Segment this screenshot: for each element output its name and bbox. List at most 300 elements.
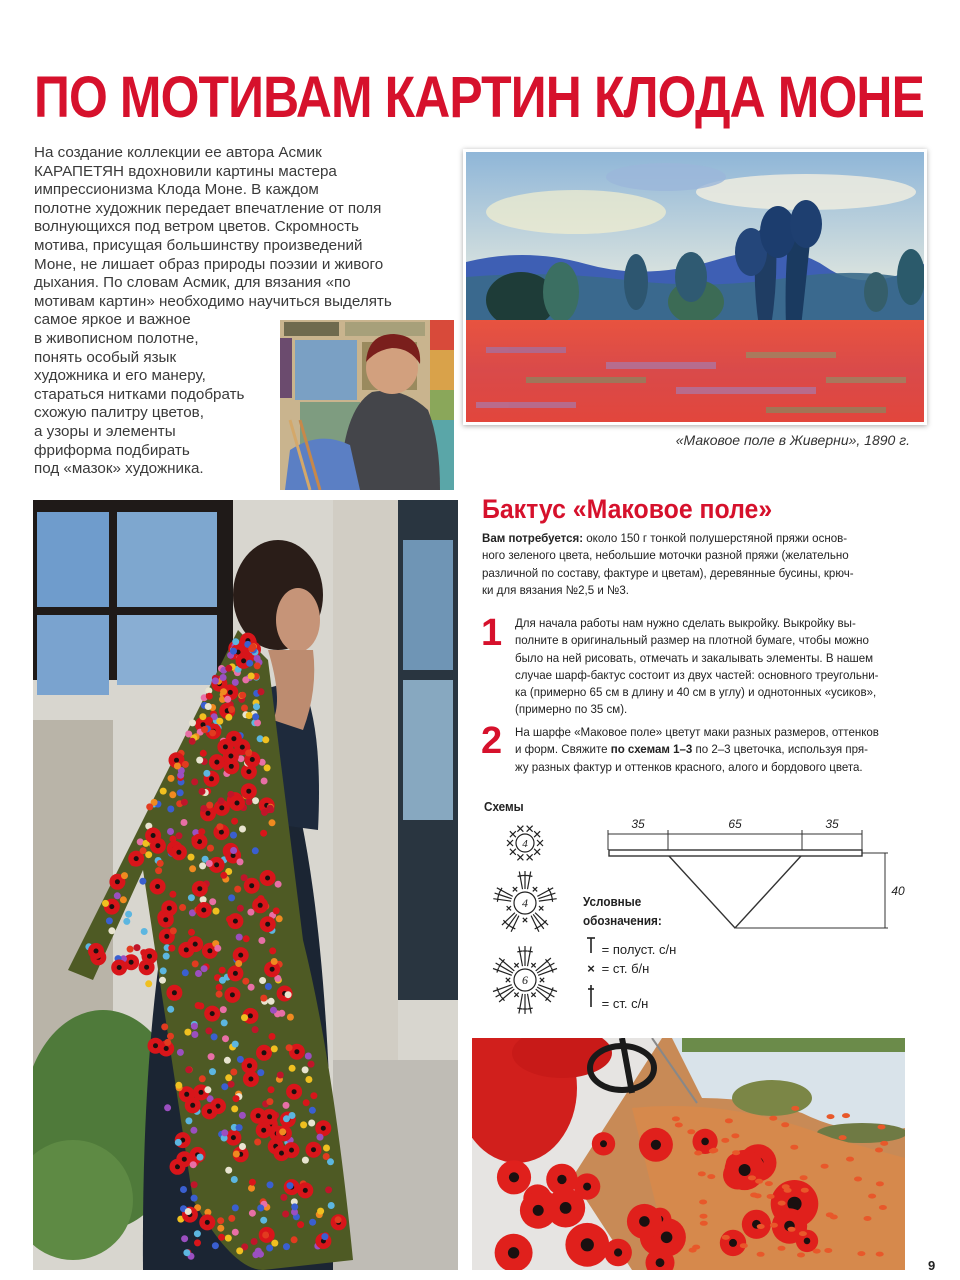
crochet-flower <box>266 1245 273 1252</box>
single-crochet-mark <box>510 849 516 855</box>
dimension-label: 40 <box>891 884 905 898</box>
crochet-flower <box>241 874 248 881</box>
crochet-flower <box>114 892 121 899</box>
shawl-triangle <box>669 856 801 928</box>
crochet-flower <box>169 791 176 798</box>
crochet-flower <box>125 911 132 918</box>
flower-center <box>231 736 236 741</box>
crochet-flower <box>262 736 269 743</box>
double-crochet-stitch <box>519 872 522 890</box>
crochet-flower <box>259 977 266 984</box>
crochet-flower <box>185 1066 192 1073</box>
crochet-flower <box>188 894 195 901</box>
crochet-flower <box>168 945 175 952</box>
crochet-flower <box>265 983 272 990</box>
crochet-flower <box>175 1082 182 1089</box>
painted-poppy <box>830 1215 838 1220</box>
crochet-flower <box>248 673 255 680</box>
motif-number: 4 <box>522 838 528 850</box>
flower-center <box>262 1050 267 1055</box>
crochet-flower <box>199 788 206 795</box>
crochet-flower <box>177 789 184 796</box>
crochet-flower <box>167 1033 174 1040</box>
crochet-flower <box>120 896 127 903</box>
step-text: Для начала работы нам нужно сделать выкройку. Выкройку вы- полните в оригинальный размер на плотной бумаге, чтобы можно было на ней рисовать, отмечать и закалывать элементы. В нашем случае шарф-бактус состоит из двух частей: основного треугольни- ка (примерно 65 см в длину и 40 см в углу) и однотонных «усиков», (примерно по 35 см). <box>515 616 879 717</box>
flower-center <box>267 1114 272 1119</box>
flower-center <box>193 942 198 947</box>
crochet-flower <box>218 1234 225 1241</box>
crochet-flower <box>252 713 259 720</box>
flower-center <box>151 833 156 838</box>
crochet-flower <box>189 738 196 745</box>
crochet-flower <box>287 1182 294 1189</box>
flower-center <box>240 745 245 750</box>
flower-center <box>172 990 177 995</box>
crochet-flower <box>164 1104 171 1111</box>
crochet-flower <box>277 1072 284 1079</box>
crochet-flower <box>241 705 248 712</box>
crochet-flower <box>181 819 188 826</box>
painted-poppy <box>710 1148 718 1153</box>
crochet-flower <box>191 1023 198 1030</box>
intro-line: стараться нитками подобрать <box>34 385 245 403</box>
crochet-flower <box>203 770 210 777</box>
page-title: ПО МОТИВАМ КАРТИН КЛОДА МОНЕ <box>34 65 924 130</box>
crochet-flower <box>232 679 239 686</box>
single-crochet-mark <box>523 918 527 922</box>
crochet-flower <box>177 772 184 779</box>
flower-center <box>261 1128 266 1133</box>
crochet-flower <box>305 1076 312 1083</box>
poppy-center <box>661 1232 673 1244</box>
crochet-flower <box>247 909 254 916</box>
crochet-flower <box>278 1010 285 1017</box>
crochet-flower <box>241 1014 248 1021</box>
crochet-flower <box>185 731 192 738</box>
poppy-center <box>729 1239 737 1247</box>
poppy-center <box>557 1175 566 1184</box>
crochet-flower <box>230 832 237 839</box>
painted-poppy <box>672 1116 680 1121</box>
flower-center <box>184 947 189 952</box>
painted-poppy <box>770 1223 778 1228</box>
crochet-flower <box>280 1194 287 1201</box>
intro-line: под «мазок» художника. <box>34 460 204 478</box>
crochet-flower <box>269 947 276 954</box>
painted-poppy <box>731 1133 739 1138</box>
double-crochet-stitch <box>493 969 512 976</box>
single-crochet-symbol-icon: × <box>587 961 595 976</box>
crochet-flower <box>236 934 243 941</box>
flower-center <box>190 1103 195 1108</box>
crochet-flower <box>212 677 219 684</box>
crochet-flower <box>305 1053 312 1060</box>
flower-center <box>241 658 246 663</box>
crochet-flower <box>183 1249 190 1256</box>
crochet-flower <box>191 1195 198 1202</box>
flower-center <box>147 954 152 959</box>
crochet-flower <box>260 995 267 1002</box>
crochet-flower <box>179 904 186 911</box>
crochet-flower <box>310 1092 317 1099</box>
painted-poppy <box>800 1175 808 1180</box>
painted-poppy <box>765 1181 773 1186</box>
single-crochet-mark <box>534 831 540 837</box>
double-crochet-stitch <box>528 947 532 967</box>
crochet-flower <box>232 638 239 645</box>
painted-poppy <box>790 1145 798 1150</box>
crochet-flower <box>163 953 170 960</box>
double-crochet-stitch <box>519 947 523 967</box>
crochet-flower <box>248 645 255 652</box>
intro-line: волнующихся под ветром цветов. Скромность <box>34 218 359 236</box>
double-crochet-stitch <box>493 985 512 992</box>
crochet-flower <box>264 764 271 771</box>
crochet-flower <box>155 867 162 874</box>
crochet-flower <box>182 969 189 976</box>
flower-center <box>109 904 114 909</box>
painted-poppy <box>857 1251 865 1256</box>
crochet-flower <box>191 778 198 785</box>
crochet-flower <box>254 655 261 662</box>
flower-center <box>231 1135 236 1140</box>
crochet-flower <box>261 809 268 816</box>
painted-poppy <box>687 1129 695 1134</box>
flower-center <box>214 862 219 867</box>
flower-center <box>207 1109 212 1114</box>
crochet-motif-diagrams <box>480 815 580 1015</box>
crochet-flower <box>188 929 195 936</box>
crochet-flower <box>317 1134 324 1141</box>
crochet-flower <box>123 918 130 925</box>
painted-poppy <box>799 1231 807 1236</box>
poppy-center <box>639 1216 650 1227</box>
crochet-flower <box>204 1086 211 1093</box>
flower-center <box>249 883 254 888</box>
crochet-flower <box>213 908 220 915</box>
crochet-flower <box>169 891 176 898</box>
crochet-flower <box>199 862 206 869</box>
painted-poppy <box>757 1224 765 1229</box>
flower-center <box>256 1113 261 1118</box>
painted-poppy <box>868 1194 876 1199</box>
painted-poppy <box>788 1227 796 1232</box>
dimension-label: 65 <box>728 817 742 831</box>
crochet-flower <box>233 1151 240 1158</box>
painting-caption: «Маковое поле в Живерни», 1890 г. <box>675 432 910 448</box>
crochet-flower <box>206 860 213 867</box>
flower-center <box>210 1011 215 1016</box>
crochet-flower <box>271 1045 278 1052</box>
crochet-flower <box>200 805 207 812</box>
crochet-flower <box>201 726 208 733</box>
intro-line: мотива, присущая большинству произведений <box>34 236 363 254</box>
poppy-center <box>560 1202 572 1214</box>
crochet-flower <box>269 819 276 826</box>
crochet-flower <box>209 1068 216 1075</box>
crochet-flower <box>309 1107 316 1114</box>
intro-line: импрессионизма Клода Моне. В каждом <box>34 181 319 199</box>
crochet-flower <box>218 797 225 804</box>
crochet-flower <box>289 1065 296 1072</box>
intro-line: На создание коллекции ее автора Асмик <box>34 144 322 161</box>
crochet-flower <box>236 1247 243 1254</box>
flower-center <box>164 1046 169 1051</box>
crochet-flower <box>239 1143 246 1150</box>
crochet-flower <box>145 851 152 858</box>
flower-center <box>258 903 263 908</box>
crochet-flower <box>228 706 235 713</box>
flower-center <box>246 789 251 794</box>
painted-poppy <box>842 1113 850 1118</box>
crochet-flower <box>291 1236 298 1243</box>
crochet-flower <box>258 937 265 944</box>
crochet-flower <box>283 1243 290 1250</box>
single-crochet-mark <box>513 887 517 891</box>
flower-center <box>246 769 251 774</box>
crochet-flower <box>164 1039 171 1046</box>
crochet-flower <box>106 917 113 924</box>
flower-center <box>201 908 206 913</box>
crochet-flower <box>225 1074 232 1081</box>
crochet-flower <box>230 1069 237 1076</box>
crochet-flower <box>177 1049 184 1056</box>
crochet-flower <box>309 1219 316 1226</box>
crochet-flower <box>220 1006 227 1013</box>
legend-title: Условные обозначения: <box>583 894 662 928</box>
crochet-flower <box>228 894 235 901</box>
crochet-flower <box>216 718 223 725</box>
crochet-flower <box>291 1203 298 1210</box>
crochet-flower <box>176 832 183 839</box>
step-number: 1 <box>481 612 503 654</box>
poppy-center <box>583 1183 591 1191</box>
crochet-flower <box>219 977 226 984</box>
crochet-flower <box>234 886 241 893</box>
crochet-flower <box>303 1099 310 1106</box>
painted-poppy <box>791 1106 799 1111</box>
crochet-flower <box>167 806 174 813</box>
painted-poppy <box>876 1181 884 1186</box>
flower-center <box>184 1092 189 1097</box>
crochet-flower <box>283 1102 290 1109</box>
poppy-center <box>701 1138 709 1146</box>
flower-center <box>230 992 235 997</box>
painted-poppy <box>784 1188 792 1193</box>
intro-line: понять особый язык <box>34 348 177 366</box>
flower-center <box>238 953 243 958</box>
flower-center <box>144 965 149 970</box>
step-text: На шарфе «Маковое поле» цветут маки разных размеров, оттенков и форм. Свяжите по схемам 1–3 по 2–3 цветочка, используя пря- жу разных фактур и оттенков красного, алого и бордового цвета. <box>515 725 879 774</box>
painted-poppy <box>824 1248 832 1253</box>
flower-center <box>294 1049 299 1054</box>
crochet-flower <box>159 977 166 984</box>
crochet-flower <box>230 648 237 655</box>
flower-center <box>153 1043 158 1048</box>
crochet-flower <box>271 1240 278 1247</box>
crochet-flower <box>267 1181 274 1188</box>
crochet-flower <box>168 775 175 782</box>
single-crochet-mark <box>534 849 540 855</box>
intro-line: КАРАПЕТЯН вдохновили картины мастера <box>34 162 337 180</box>
flower-center <box>214 760 219 765</box>
crochet-flower <box>209 729 216 736</box>
painted-poppy <box>797 1253 805 1258</box>
crochet-flower <box>217 1225 224 1232</box>
crochet-flower <box>160 788 167 795</box>
crochet-flower <box>239 826 246 833</box>
motif-number: 4 <box>522 896 528 910</box>
crochet-flower <box>195 1002 202 1009</box>
flower-center <box>311 1147 316 1152</box>
crochet-flower <box>222 1035 229 1042</box>
intro-line: схожую палитру цветов, <box>34 404 204 422</box>
crochet-flower <box>220 872 227 879</box>
poppy-center <box>804 1238 811 1245</box>
crochet-flower <box>267 805 274 812</box>
single-crochet-mark <box>527 826 533 832</box>
flower-center <box>233 919 238 924</box>
flower-center <box>117 965 122 970</box>
flower-center <box>228 690 233 695</box>
crochet-poppies-photo <box>472 1038 905 1270</box>
intro-line: мотивам картин» необходимо научиться выделять <box>34 292 392 310</box>
single-crochet-mark <box>537 840 543 846</box>
poppy-center <box>614 1248 622 1256</box>
double-crochet-stitch <box>528 872 531 890</box>
crochet-flower <box>236 1124 243 1131</box>
crochet-flower <box>275 881 282 888</box>
flower-center <box>233 971 238 976</box>
crochet-flower <box>286 1044 293 1051</box>
painted-poppy <box>740 1243 748 1248</box>
crochet-flower <box>268 1086 275 1093</box>
crochet-flower <box>308 1120 315 1127</box>
crochet-flower <box>317 1208 324 1215</box>
crochet-flower <box>246 712 253 719</box>
crochet-flower <box>237 858 244 865</box>
poppy-center <box>739 1164 751 1176</box>
crochet-flower <box>248 1185 255 1192</box>
flower-center <box>250 757 255 762</box>
double-crochet-symbol-icon <box>584 984 598 1011</box>
flower-center <box>174 758 179 763</box>
crochet-flower <box>246 660 253 667</box>
crochet-flower <box>239 1112 246 1119</box>
flower-center <box>197 886 202 891</box>
single-crochet-mark <box>514 963 518 967</box>
flower-center <box>270 967 275 972</box>
crochet-flower <box>146 803 153 810</box>
intro-line: в живописном полотне, <box>34 329 199 347</box>
painted-poppy <box>879 1205 887 1210</box>
intro-line: фриформа подбирать <box>34 441 190 459</box>
crochet-flower <box>323 1153 330 1160</box>
crochet-flower <box>139 878 146 885</box>
crochet-flower <box>252 1026 259 1033</box>
crochet-flower <box>252 847 259 854</box>
crochet-flower <box>160 967 167 974</box>
single-crochet-mark <box>514 993 518 997</box>
crochet-flower <box>257 1069 264 1076</box>
crochet-flower <box>169 836 176 843</box>
crochet-flower <box>188 854 195 861</box>
crochet-flower <box>233 1095 240 1102</box>
crochet-flower <box>140 949 147 956</box>
crochet-flower <box>252 797 259 804</box>
crochet-flower <box>205 703 212 710</box>
crochet-flower <box>325 1186 332 1193</box>
page-number: 9 <box>928 1258 936 1273</box>
flower-center <box>223 744 228 749</box>
painted-poppy <box>880 1141 888 1146</box>
flower-center <box>321 1126 326 1131</box>
crochet-flower <box>266 1098 273 1105</box>
flower-center <box>155 843 160 848</box>
single-crochet-mark <box>533 887 537 891</box>
dimension-label: 35 <box>631 817 645 831</box>
flower-center <box>279 1151 284 1156</box>
crochet-flower <box>211 1033 218 1040</box>
motif-scheme-1 <box>507 826 543 861</box>
painted-poppy <box>689 1248 697 1253</box>
schemes-label: Схемы <box>484 799 524 814</box>
painted-poppy <box>700 1221 708 1226</box>
poppy-center <box>651 1140 661 1150</box>
crochet-flower <box>282 1211 289 1218</box>
crochet-flower <box>217 1217 224 1224</box>
painted-poppy <box>767 1194 775 1199</box>
crochet-flower <box>194 1230 201 1237</box>
crochet-flower <box>283 1115 290 1122</box>
painted-poppy <box>732 1150 740 1155</box>
double-crochet-stitch <box>519 994 523 1014</box>
crochet-flower <box>175 1139 182 1146</box>
crochet-flower <box>205 1027 212 1034</box>
legend-item: = ст. с/н <box>584 984 648 1011</box>
legend-item: = полуст. с/н <box>584 936 676 957</box>
crochet-flower <box>141 928 148 935</box>
flower-center <box>265 922 270 927</box>
shawl-band <box>609 850 862 856</box>
crochet-flower <box>174 763 181 770</box>
dimension-label: 35 <box>825 817 839 831</box>
crochet-flower <box>245 750 252 757</box>
crochet-flower <box>270 1007 277 1014</box>
single-crochet-mark <box>527 854 533 860</box>
single-crochet-mark <box>540 978 544 982</box>
crochet-flower <box>192 960 199 967</box>
crochet-flower <box>232 1204 239 1211</box>
materials-text: Вам потребуется: около 150 г тонкой полушерстяной пряжи основ- ного зеленого цвета, небольшие моточки разной пряжи (желательно различной по составу, фактуре и цветам), деревянные бусины, крюч- ки для вязания №2,5 и №3. <box>482 531 854 597</box>
painted-poppy <box>675 1123 683 1128</box>
single-crochet-mark <box>531 993 535 997</box>
artist-photo <box>280 320 454 490</box>
crochet-flower <box>257 1205 264 1212</box>
crochet-flower <box>228 1215 235 1222</box>
crochet-flower <box>237 905 244 912</box>
crochet-flower <box>182 761 189 768</box>
double-crochet-stitch <box>493 899 511 901</box>
flower-center <box>176 850 181 855</box>
painted-poppy <box>813 1249 821 1254</box>
flower-center <box>219 805 224 810</box>
flower-center <box>199 1090 204 1095</box>
painted-poppy <box>757 1252 765 1257</box>
crochet-flower <box>221 1083 228 1090</box>
crochet-flower <box>232 1041 239 1048</box>
flower-center <box>134 856 139 861</box>
